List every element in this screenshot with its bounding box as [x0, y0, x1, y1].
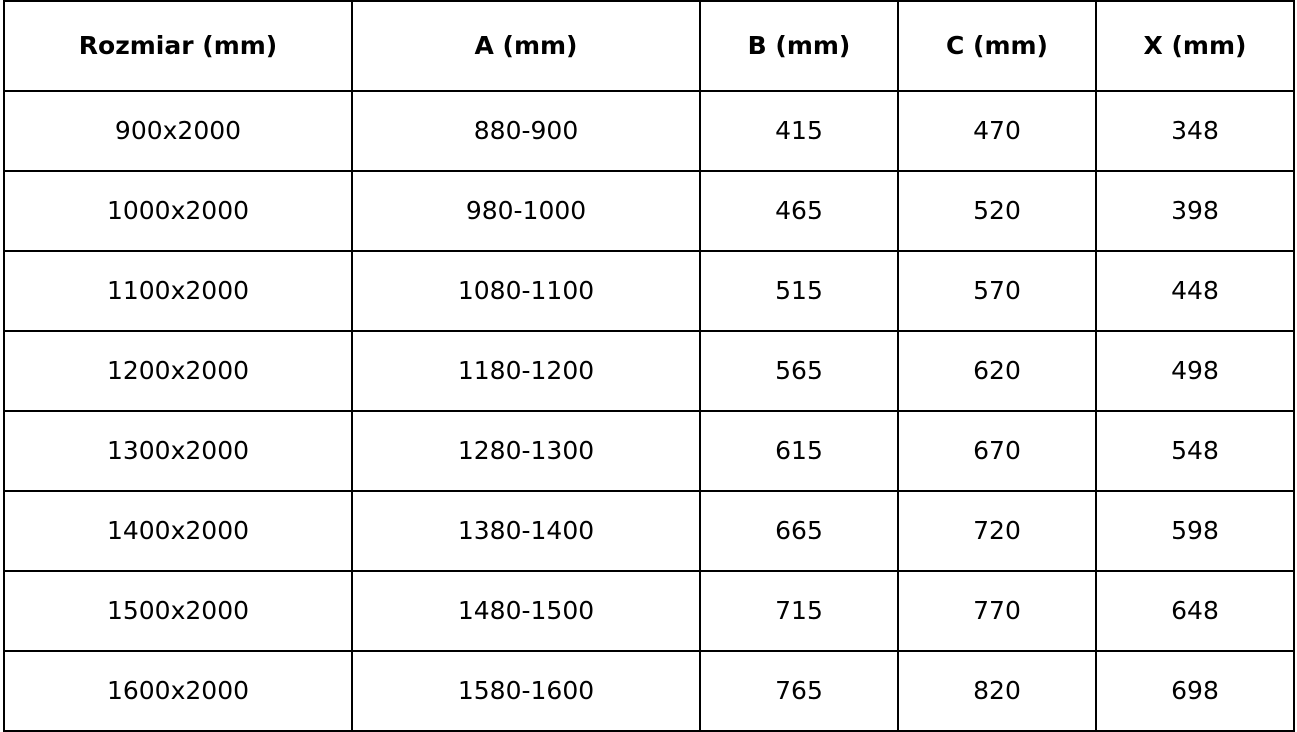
cell-rozmiar: 900x2000 [4, 91, 352, 171]
cell-b: 565 [700, 331, 898, 411]
table-header-row [4, 1, 1294, 91]
cell-rozmiar: 1600x2000 [4, 651, 352, 731]
cell-a: 1280-1300 [352, 411, 700, 491]
cell-rozmiar: 1100x2000 [4, 251, 352, 331]
cell-b: 415 [700, 91, 898, 171]
cell-c: 470 [898, 91, 1096, 171]
table-row [4, 251, 1294, 331]
cell-a: 880-900 [352, 91, 700, 171]
cell-x: 648 [1096, 571, 1294, 651]
cell-x: 348 [1096, 91, 1294, 171]
column-header-x: X (mm) [1096, 1, 1294, 91]
column-header-c: C (mm) [898, 1, 1096, 91]
cell-c: 620 [898, 331, 1096, 411]
cell-x: 598 [1096, 491, 1294, 571]
cell-a: 1080-1100 [352, 251, 700, 331]
cell-b: 465 [700, 171, 898, 251]
table-body [4, 91, 1294, 731]
table-row [4, 411, 1294, 491]
cell-x: 498 [1096, 331, 1294, 411]
cell-x: 448 [1096, 251, 1294, 331]
table-row [4, 491, 1294, 571]
table-row [4, 571, 1294, 651]
cell-rozmiar: 1400x2000 [4, 491, 352, 571]
table-row [4, 331, 1294, 411]
cell-c: 520 [898, 171, 1096, 251]
cell-c: 770 [898, 571, 1096, 651]
cell-c: 720 [898, 491, 1096, 571]
cell-a: 1580-1600 [352, 651, 700, 731]
cell-x: 548 [1096, 411, 1294, 491]
column-header-rozmiar: Rozmiar (mm) [4, 1, 352, 91]
cell-c: 570 [898, 251, 1096, 331]
cell-rozmiar: 1200x2000 [4, 331, 352, 411]
column-header-a: A (mm) [352, 1, 700, 91]
cell-b: 765 [700, 651, 898, 731]
cell-c: 670 [898, 411, 1096, 491]
table-row [4, 91, 1294, 171]
cell-rozmiar: 1500x2000 [4, 571, 352, 651]
table-row [4, 171, 1294, 251]
cell-b: 515 [700, 251, 898, 331]
cell-b: 615 [700, 411, 898, 491]
cell-rozmiar: 1300x2000 [4, 411, 352, 491]
cell-a: 1180-1200 [352, 331, 700, 411]
table-row [4, 651, 1294, 731]
cell-b: 715 [700, 571, 898, 651]
cell-a: 1480-1500 [352, 571, 700, 651]
cell-x: 698 [1096, 651, 1294, 731]
cell-a: 980-1000 [352, 171, 700, 251]
cell-c: 820 [898, 651, 1096, 731]
cell-b: 665 [700, 491, 898, 571]
cell-rozmiar: 1000x2000 [4, 171, 352, 251]
column-header-b: B (mm) [700, 1, 898, 91]
cell-x: 398 [1096, 171, 1294, 251]
table-header [4, 1, 1294, 91]
cell-a: 1380-1400 [352, 491, 700, 571]
size-specification-table [3, 0, 1295, 732]
